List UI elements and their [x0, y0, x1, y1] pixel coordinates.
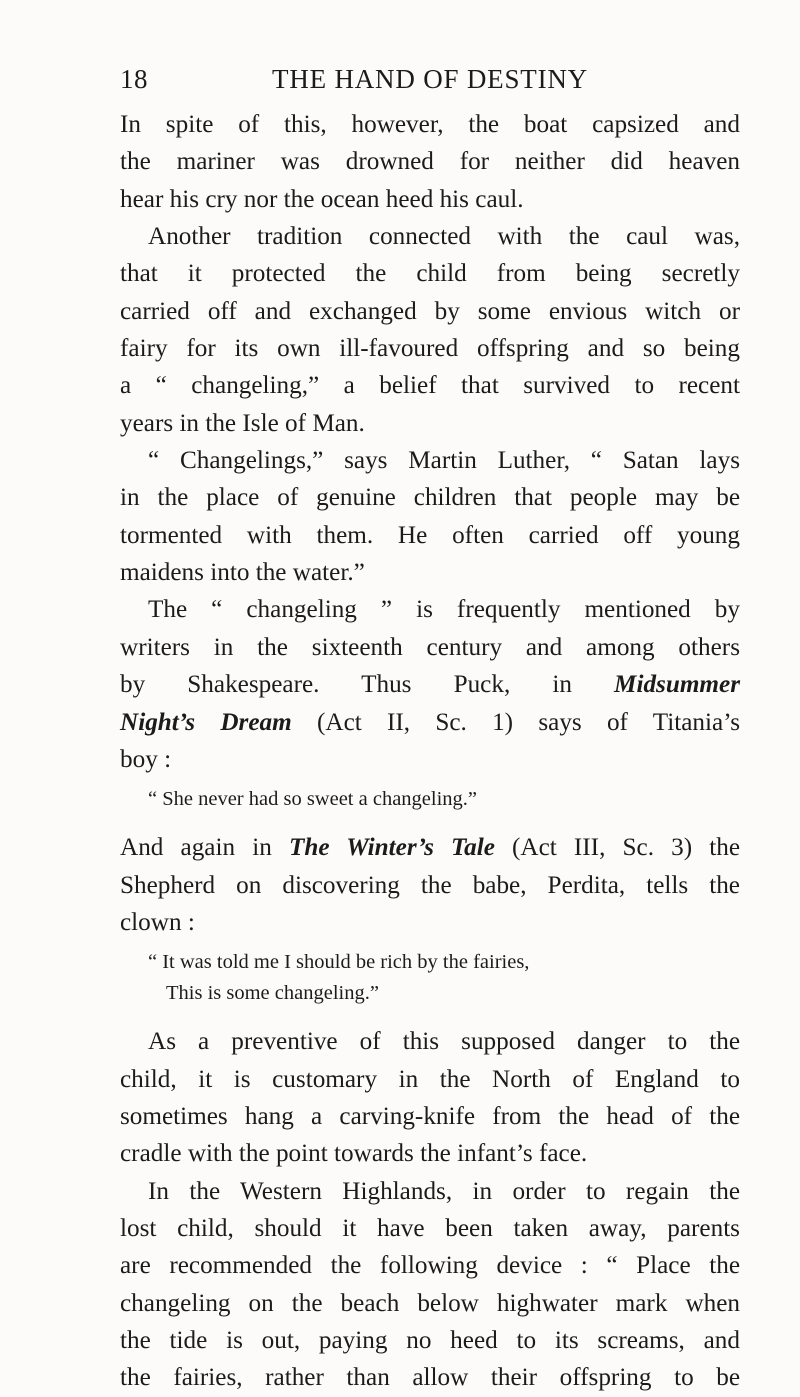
- text-line: hear his cry nor the ocean heed his caul.: [120, 185, 524, 213]
- text-line: [120, 829, 740, 866]
- play-title-midsummer: Midsummer: [614, 671, 741, 699]
- text-span: (Act II, Sc. 1) says of Titania’s: [317, 708, 740, 736]
- text-line: the mariner was drowned for neither did heaven: [120, 148, 740, 176]
- text-line: carried off and exchanged by some envious witch or: [120, 297, 740, 325]
- running-title: THE HAND OF DESTINY: [272, 64, 588, 94]
- text-line: fairy for its own ill-favoured offspring and so being: [120, 335, 740, 363]
- text-line: in the place of genuine children that people may be: [120, 484, 740, 512]
- text-line: sometimes hang a carving-knife from the head of the: [120, 1102, 740, 1130]
- body-text: [120, 106, 740, 1397]
- text-line: clown :: [120, 908, 195, 936]
- play-title-dream: Night’s Dream: [120, 708, 292, 736]
- text-span: by Shakespeare. Thus Puck, in: [120, 671, 572, 699]
- text-line: [120, 666, 740, 703]
- play-title-winters-tale: The Winter’s Tale: [288, 834, 495, 862]
- verse-quote: “ She never had so sweet a changeling.”: [148, 788, 478, 811]
- text-line: Another tradition connected with the caul was,: [148, 223, 740, 251]
- page-header: [120, 64, 740, 100]
- text-line: writers in the sixteenth century and among others: [120, 633, 740, 661]
- text-line: the tide is out, paying no heed to its screams, and: [120, 1326, 740, 1354]
- text-line: child, it is customary in the North of England to: [120, 1065, 740, 1093]
- verse-quote: “ It was told me I should be rich by the fairies,: [148, 951, 530, 974]
- text-line: The “ changeling ” is frequently mentioned by: [148, 596, 740, 624]
- text-line: changeling on the beach below highwater mark when: [120, 1289, 740, 1317]
- text-line: Shepherd on discovering the babe, Perdita, tells the: [120, 871, 740, 899]
- spacer: [120, 1009, 740, 1023]
- text-span: And again in: [120, 834, 272, 862]
- text-line: “ Changelings,” says Martin Luther, “ Satan lays: [148, 447, 740, 475]
- text-line: [120, 704, 740, 741]
- text-line: In spite of this, however, the boat capsized and: [120, 111, 740, 138]
- text-line: tormented with them. He often carried off young: [120, 521, 740, 549]
- page-number: 18: [120, 64, 148, 94]
- text-line: maidens into the water.”: [120, 559, 365, 587]
- text-line: that it protected the child from being secretly: [120, 260, 740, 288]
- text-span: (Act III, Sc. 3) the: [512, 834, 741, 862]
- text-line: boy :: [120, 745, 172, 773]
- text-line: a “ changeling,” a belief that survived to recent: [120, 372, 740, 400]
- text-line: In the Western Highlands, in order to regain the: [148, 1177, 740, 1205]
- text-line: cradle with the point towards the infant’s face.: [120, 1140, 588, 1168]
- text-line: years in the Isle of Man.: [120, 409, 365, 437]
- text-line: are recommended the following device : “ Place the: [120, 1252, 740, 1280]
- text-line: the fairies, rather than allow their offspring to be: [120, 1364, 740, 1392]
- text-line: lost child, should it have been taken away, parents: [120, 1214, 740, 1242]
- spacer: [120, 815, 740, 829]
- text-line: As a preventive of this supposed danger to the: [148, 1028, 740, 1056]
- verse-quote: This is some changeling.”: [166, 982, 379, 1005]
